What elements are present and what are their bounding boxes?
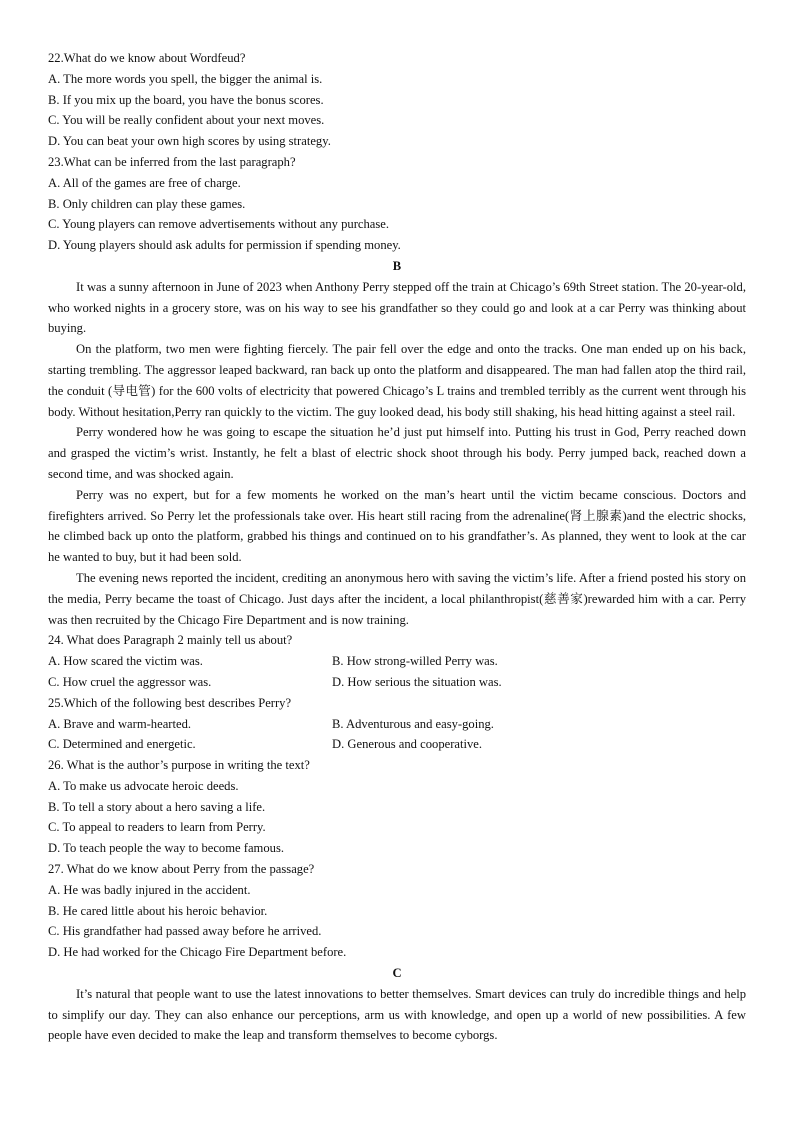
question-26 bbox=[48, 755, 746, 859]
option-d: D. How serious the situation was. bbox=[332, 674, 502, 689]
option-b: B. Adventurous and easy-going. bbox=[332, 716, 494, 731]
option-c: C. Determined and energetic. bbox=[48, 737, 196, 752]
option-d: D. To teach people the way to become famous. bbox=[48, 841, 284, 856]
option-c: C. How cruel the aggressor was. bbox=[48, 674, 212, 689]
option-a: A. Brave and warm-hearted. bbox=[48, 716, 192, 731]
passage-paragraph: It was a sunny afternoon in June of 2023 when Anthony Perry stepped off the train at Chicago’s 69th Street station. The 20-year-old, who worked nights in a grocery store, was on his way to see his grandfather so they could go and look at a car Perry was thinking about buying. bbox=[48, 279, 746, 336]
option-a: A. How scared the victim was. bbox=[48, 654, 203, 669]
passage-paragraph: Perry wondered how he was going to escape the situation he’d just put himself into. Putting his trust in God, Perry reached down and grasped the victim’s wrist. Instantly, he felt a blast of electric shock shoot through his body. Perry jumped back, reached down a second time, and was shocked again. bbox=[48, 425, 746, 481]
passage-b bbox=[48, 277, 746, 631]
question-22 bbox=[48, 48, 746, 152]
question-stem: 22.What do we know about Wordfeud? bbox=[48, 51, 246, 65]
option-b: B. How strong-willed Perry was. bbox=[332, 654, 498, 669]
option-a: A. To make us advocate heroic deeds. bbox=[48, 778, 239, 793]
option-row bbox=[48, 651, 746, 672]
passage-paragraph: It’s natural that people want to use the latest innovations to better themselves. Smart devices can truly do incredible things and help to simplify our day. They can also enhance our perceptions, arm us with knowledge, and open up a world of new possibilities. A few people have even decided to make the leap and transform themselves to become cyborgs. bbox=[48, 986, 746, 1043]
question-stem: 25.Which of the following best describes Perry? bbox=[48, 695, 292, 710]
option-b: B. Only children can play these games. bbox=[48, 196, 246, 211]
option-c: C. To appeal to readers to learn from Perry. bbox=[48, 820, 266, 835]
passage-paragraph: On the platform, two men were fighting fiercely. The pair fell over the edge and onto the tracks. One man ended up on his back, starting trembling. The aggressor leaped backward, ran back up onto the platform and disappeared. The man had fallen atop the third rail, the conduit (导电管) for the 600 volts of electricity that powered Chicago’s L trains and trembled terribly as the current went through his body. Without hesitation,Perry ran quickly to the victim. The guy looked dead, his body still shaking, his head hitting against a steel rail. bbox=[48, 342, 746, 419]
option-a: A. All of the games are free of charge. bbox=[48, 175, 241, 190]
option-d: D. Young players should ask adults for permission if spending money. bbox=[48, 238, 401, 253]
passage-paragraph: Perry was no expert, but for a few moments he worked on the man’s heart until the victim became conscious. Doctors and firefighters arrived. So Perry let the professionals take over. His heart still racing from the adrenaline(肾上腺素)and the electric shocks, he climbed back up onto the platform, grabbed his things and continued on to his grandfather’s. As planned, they went to look at the car he wanted to buy, but it had been sold. bbox=[48, 487, 746, 565]
option-c: C. Young players can remove advertisements without any purchase. bbox=[48, 217, 390, 232]
option-b: B. If you mix up the board, you have the bonus scores. bbox=[48, 92, 324, 107]
option-c: C. His grandfather had passed away before he arrived. bbox=[48, 924, 322, 939]
question-27 bbox=[48, 859, 746, 963]
option-row bbox=[48, 714, 746, 735]
option-d: D. Generous and cooperative. bbox=[332, 737, 483, 752]
question-stem: 23.What can be inferred from the last paragraph? bbox=[48, 154, 296, 169]
question-23 bbox=[48, 152, 746, 256]
passage-paragraph: The evening news reported the incident, crediting an anonymous hero with saving the victim’s life. After a friend posted his story on the media, Perry became the toast of Chicago. Just days after the incident, a local philanthropist(慈善家)rewarded him with a car. Perry was then recruited by the Chicago Fire Department and is now training. bbox=[48, 570, 746, 627]
question-stem: 27. What do we know about Perry from the passage? bbox=[48, 862, 315, 877]
question-25 bbox=[48, 693, 746, 755]
option-c: C. You will be really confident about your next moves. bbox=[48, 113, 325, 128]
question-24 bbox=[48, 630, 746, 692]
option-row bbox=[48, 672, 746, 693]
option-d: D. He had worked for the Chicago Fire Department before. bbox=[48, 945, 347, 960]
section-c-heading: C bbox=[392, 966, 402, 981]
question-stem: 26. What is the author’s purpose in writing the text? bbox=[48, 758, 310, 773]
passage-c bbox=[48, 984, 746, 1046]
option-row bbox=[48, 734, 746, 755]
option-a: A. The more words you spell, the bigger the animal is. bbox=[48, 71, 323, 86]
option-b: B. He cared little about his heroic behavior. bbox=[48, 903, 268, 918]
option-b: B. To tell a story about a hero saving a life. bbox=[48, 799, 266, 814]
option-a: A. He was badly injured in the accident. bbox=[48, 882, 251, 897]
section-b-heading: B bbox=[392, 258, 402, 273]
exam-page bbox=[48, 48, 746, 1046]
question-stem: 24. What does Paragraph 2 mainly tell us about? bbox=[48, 633, 293, 648]
option-d: D. You can beat your own high scores by using strategy. bbox=[48, 134, 331, 149]
